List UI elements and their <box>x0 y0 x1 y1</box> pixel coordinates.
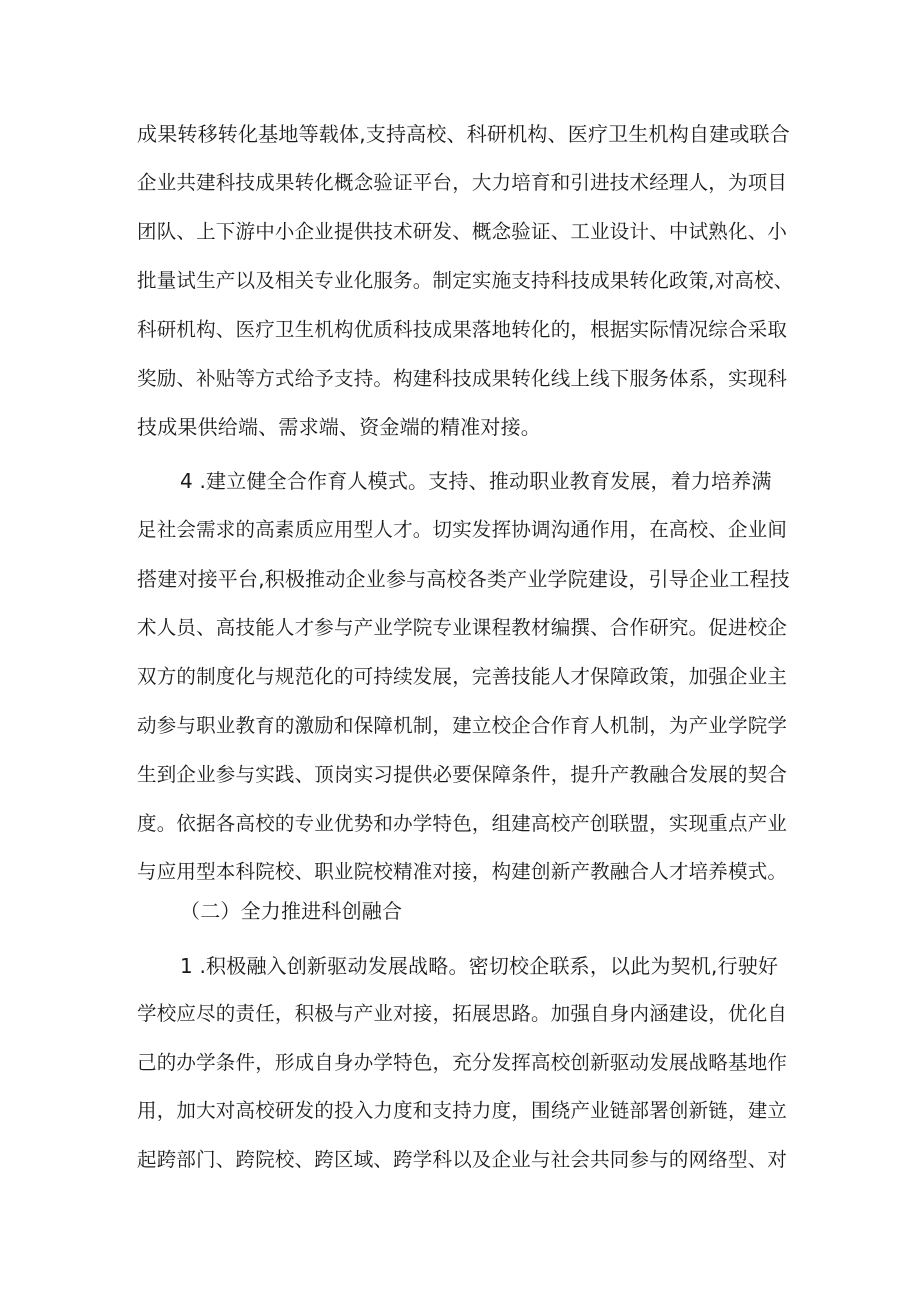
section-heading: （二）全力推进科创融合 <box>180 899 403 923</box>
text-line: 动参与职业教育的激励和保障机制，建立校企合作育人机制，为产业学院学 <box>137 714 788 737</box>
text-line: 足社会需求的高素质应用型人才。切实发挥协调沟通作用，在高校、企业间 <box>137 518 788 541</box>
text-line: 团队、上下游中小企业提供技术研发、概念验证、工业设计、中试熟化、小 <box>137 220 788 243</box>
paragraph-heading-4: 4 .建立健全合作育人模式。支持、推动职业教育发展，着力培养满 <box>180 469 772 493</box>
text-line: 奖励、补贴等方式给予支持。构建科技成果转化线上线下服务体系，实现科 <box>137 367 788 390</box>
text-line: 成果转移转化基地等载体,支持高校、科研机构、医疗卫生机构自建或联合 <box>137 122 790 146</box>
text-line: 度。依据各高校的专业优势和办学特色，组建高校产创联盟，实现重点产业 <box>137 812 788 835</box>
paragraph-heading-1: 1 .积极融入创新驱动发展战略。密切校企联系，以此为契机,行驶好 <box>180 954 779 978</box>
text-line: 企业共建科技成果转化概念验证平台，大力培育和引进技术经理人，为项目 <box>137 171 788 194</box>
text-line: 生到企业参与实践、顶岗实习提供必要保障条件，提升产教融合发展的契合 <box>137 763 788 786</box>
text-line: 批量试生产以及相关专业化服务。制定实施支持科技成果转化政策,对高校、 <box>137 269 794 292</box>
text-line: 技成果供给端、需求端、资金端的精准对接。 <box>137 415 541 439</box>
text-line: 科研机构、医疗卫生机构优质科技成果落地转化的，根据实际情况综合采取 <box>137 318 788 341</box>
text-line: 起跨部门、跨院校、跨区域、跨学科以及企业与社会共同参与的网络型、对 <box>137 1148 788 1171</box>
text-line: 学校应尽的责任，积极与产业对接，拓展思路。加强自身内涵建设，优化自 <box>137 1002 788 1025</box>
text-line: 双方的制度化与规范化的可持续发展，完善技能人才保障政策，加强企业主 <box>137 665 788 688</box>
text-line: 术人员、高技能人才参与产业学院专业课程教材编撰、合作研究。促进校企 <box>137 616 788 639</box>
text-line: 用，加大对高校研发的投入力度和支持力度，围绕产业链部署创新链，建立 <box>137 1099 788 1122</box>
text-line: 与应用型本科院校、职业院校精准对接，构建创新产教融合人才培养模式。 <box>137 860 788 883</box>
text-line: 搭建对接平台,积极推动企业参与高校各类产业学院建设，引导企业工程技 <box>137 567 790 591</box>
text-line: 己的办学条件，形成自身办学特色，充分发挥高校创新驱动发展战略基地作 <box>137 1051 788 1074</box>
